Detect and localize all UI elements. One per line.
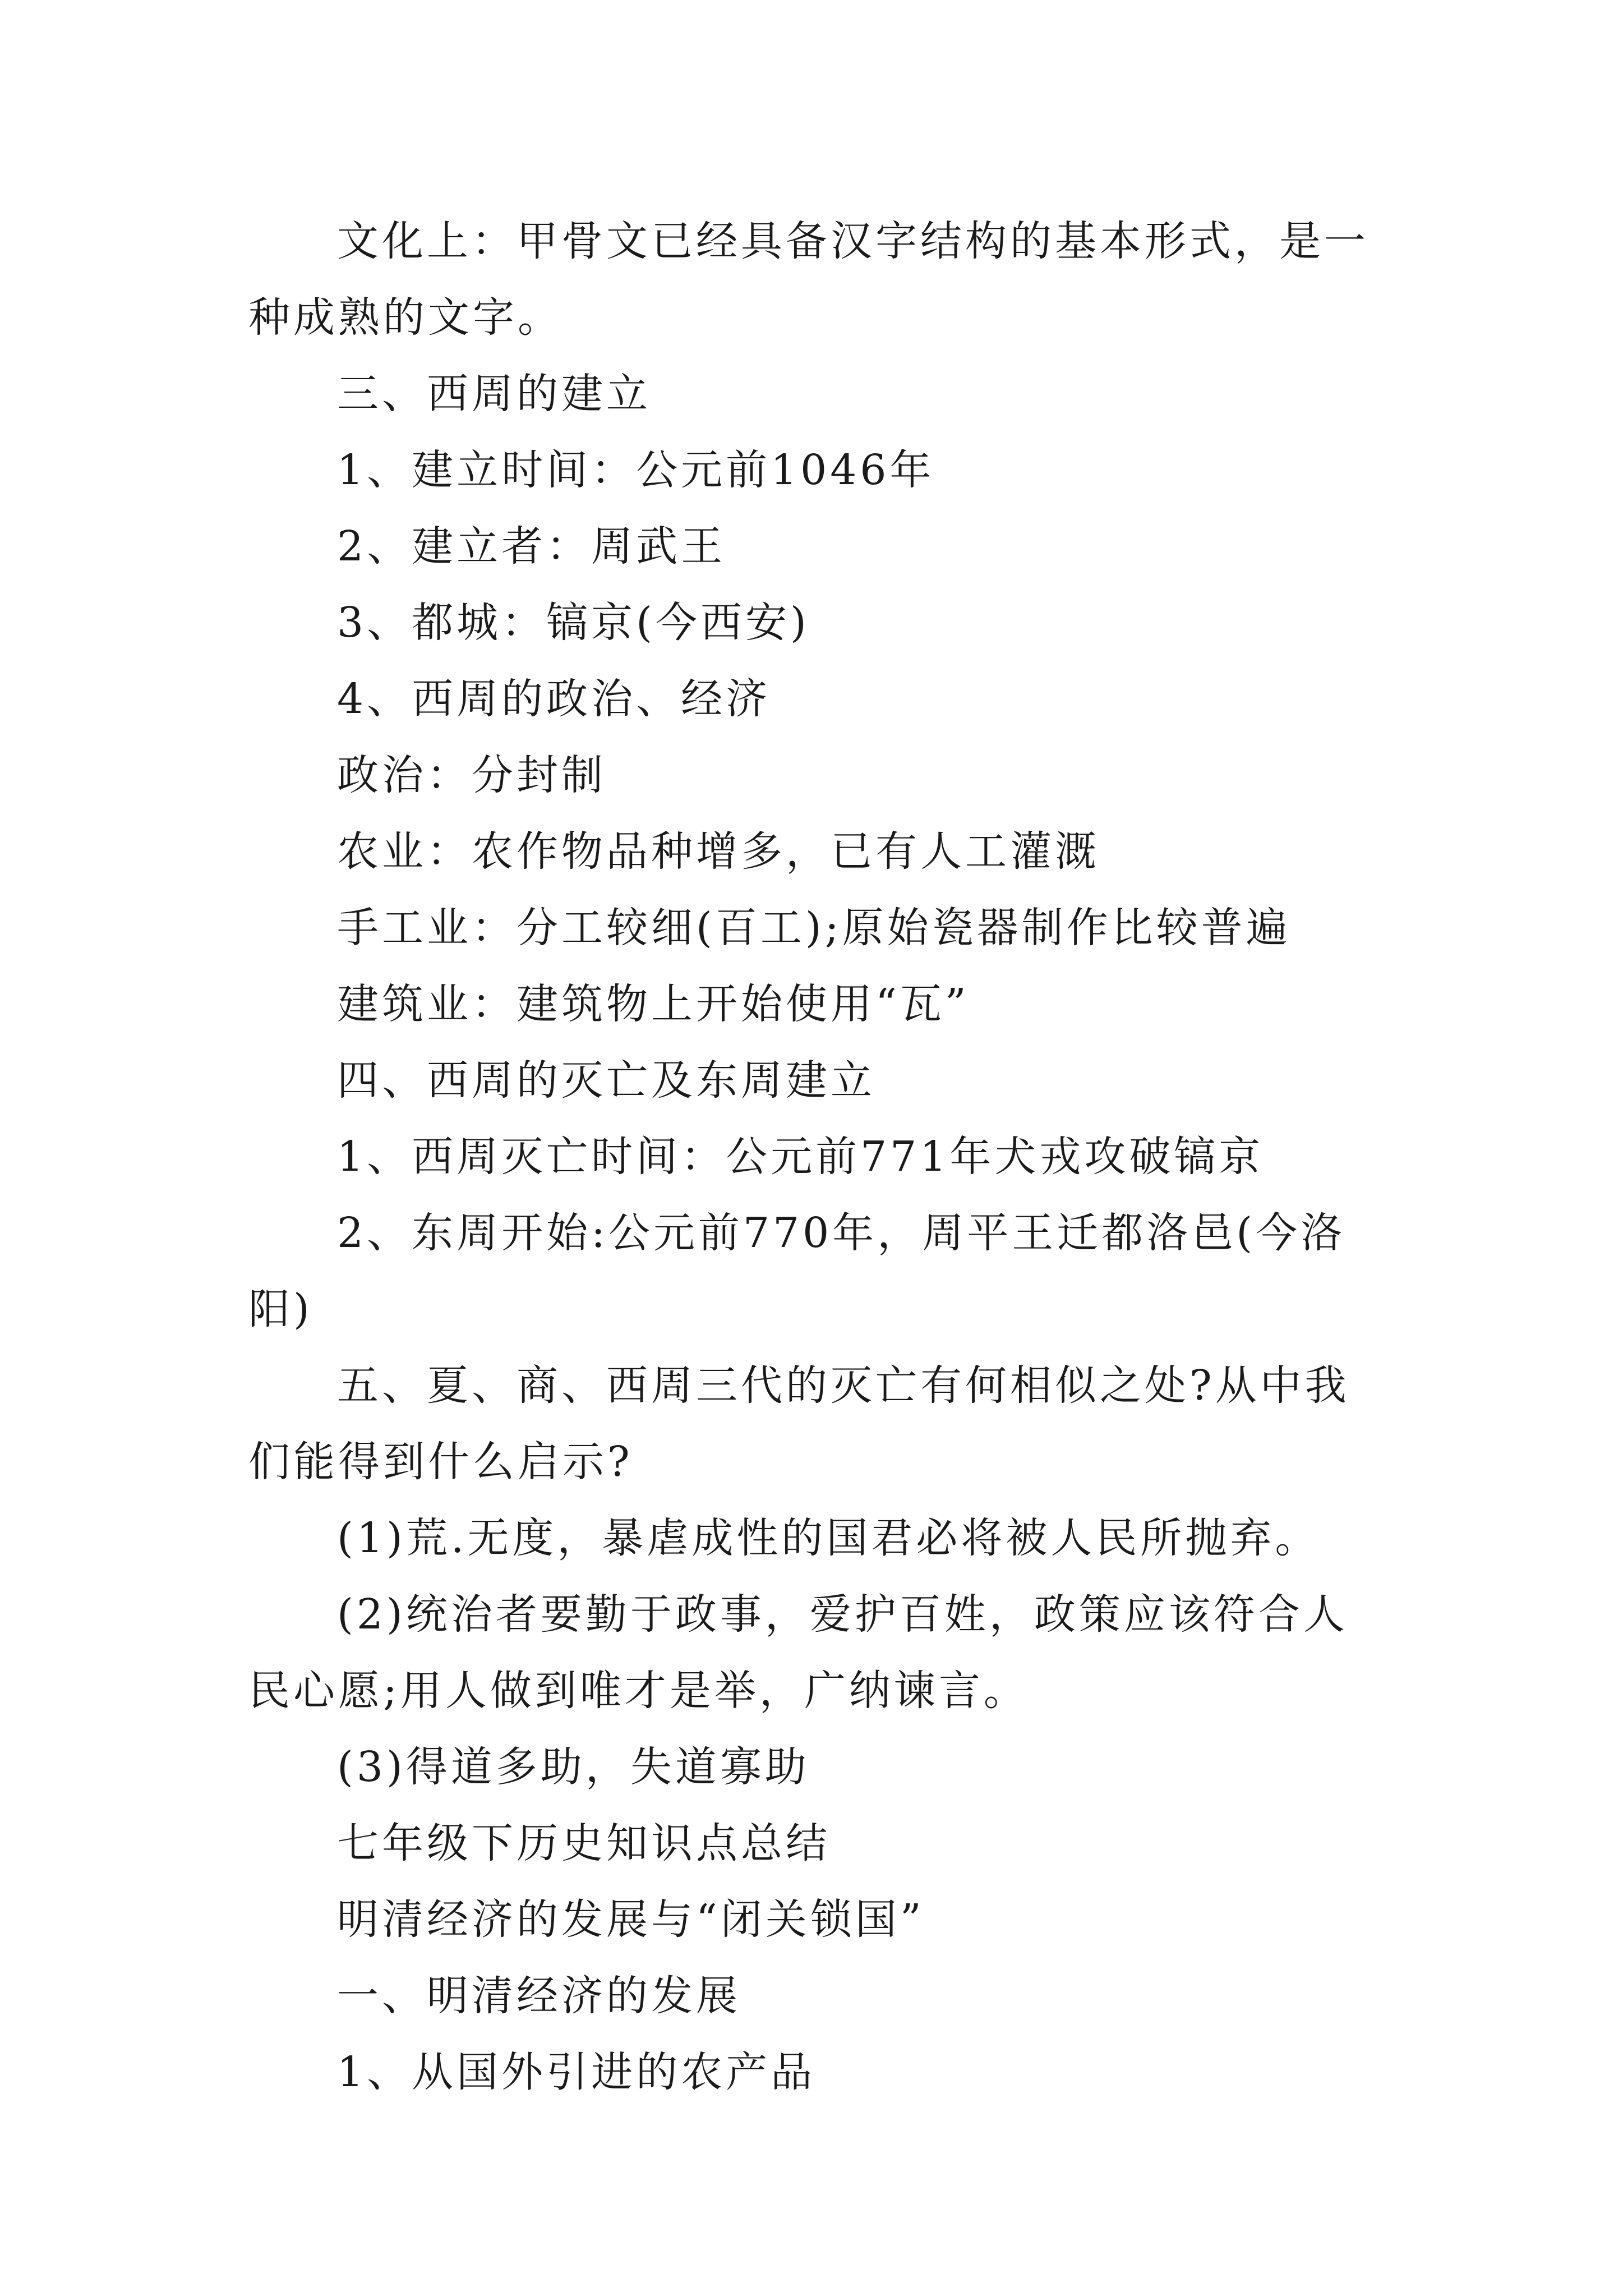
paragraph-lesson-2: (2)统治者要勤于政事，爱护百姓，政策应该符合人民心愿;用人做到唯才是举，广纳谏言。 — [248, 1590, 1348, 1715]
paragraph-culture: 文化上：甲骨文已经具备汉字结构的基本形式，是一种成熟的文字。 — [248, 217, 1369, 342]
paragraph-founder: 2、建立者：周武王 — [337, 522, 726, 570]
heading-ming-qing-economy: 明清经济的发展与“闭关锁国” — [337, 1895, 925, 1944]
paragraph-capital: 3、都城：镐京(今西安) — [337, 599, 810, 647]
heading-fall-and-eastern-zhou: 四、西周的灭亡及东周建立 — [337, 1056, 875, 1105]
paragraph-agriculture: 农业：农作物品种增多，已有人工灌溉 — [337, 827, 1100, 876]
paragraph-eastern-zhou-start: 2、东周开始:公元前770年，周平王迁都洛邑(今洛阳) — [248, 1209, 1346, 1333]
paragraph-politics-economy: 4、西周的政治、经济 — [337, 675, 771, 723]
heading-economy-development: 一、明清经济的发展 — [337, 1972, 741, 2020]
paragraph-handicraft: 手工业：分工较细(百工);原始瓷器制作比较普遍 — [337, 904, 1291, 952]
paragraph-architecture: 建筑业：建筑物上开始使用“瓦” — [337, 980, 970, 1028]
paragraph-politics: 政治：分封制 — [337, 751, 606, 799]
paragraph-imported-crops: 1、从国外引进的农产品 — [337, 2048, 816, 2096]
paragraph-lesson-1: (1)荒.无度，暴虐成性的国君必将被人民所抛弃。 — [337, 1514, 1320, 1562]
heading-grade7-summary: 七年级下历史知识点总结 — [337, 1819, 831, 1867]
paragraph-founding-time: 1、建立时间：公元前1046年 — [337, 446, 935, 494]
heading-three-dynasties-question: 五、夏、商、西周三代的灭亡有何相似之处?从中我们能得到什么启示? — [248, 1361, 1350, 1486]
document-body — [248, 203, 1381, 2110]
paragraph-fall-time: 1、西周灭亡时间：公元前771年犬戎攻破镐京 — [337, 1133, 1264, 1181]
heading-western-zhou-founding: 三、西周的建立 — [337, 370, 651, 418]
paragraph-lesson-3: (3)得道多助，失道寡助 — [337, 1743, 810, 1791]
